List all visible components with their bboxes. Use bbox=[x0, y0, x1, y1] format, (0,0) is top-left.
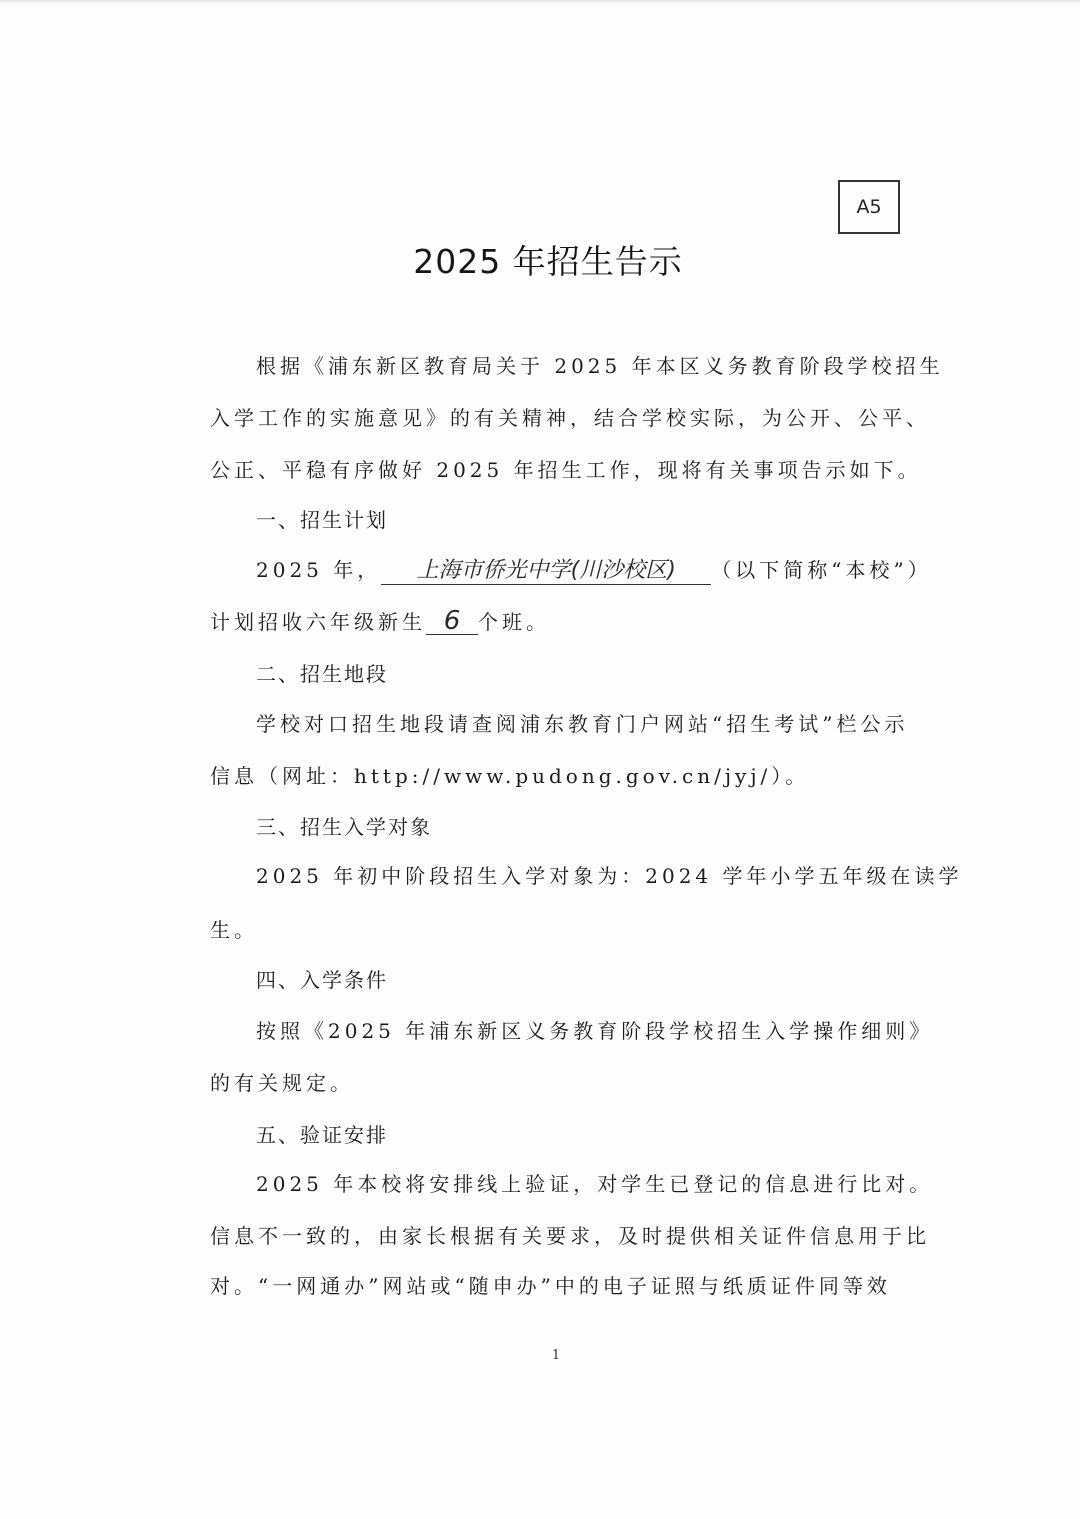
section-heading-plan: 一、招生计划 bbox=[256, 508, 388, 532]
plan-suffix: （以下简称“本校”） bbox=[711, 558, 932, 582]
section-heading-verification: 五、验证安排 bbox=[256, 1123, 388, 1147]
verification-line-1: 2025 年本校将安排线上验证，对学生已登记的信息进行比对。 bbox=[256, 1172, 934, 1196]
handwritten-school-name: 上海市侨光中学(川沙校区) bbox=[381, 558, 711, 585]
plan-line2-suffix: 个班。 bbox=[478, 610, 550, 634]
section-heading-zone: 二、招生地段 bbox=[256, 662, 388, 686]
intro-line-2: 入学工作的实施意见》的有关精神，结合学校实际，为公开、公平、 bbox=[210, 406, 930, 430]
page-number: 1 bbox=[551, 1348, 561, 1363]
target-line-2: 生。 bbox=[210, 918, 258, 942]
plan-line-2 bbox=[210, 608, 900, 636]
intro-line-3: 公正、平稳有序做好 2025 年招生工作，现将有关事项告示如下。 bbox=[210, 458, 922, 482]
plan-line2-prefix: 计划招收六年级新生 bbox=[210, 610, 426, 634]
target-line-1: 2025 年初中阶段招生入学对象为：2024 学年小学五年级在读学 bbox=[256, 864, 963, 888]
document-code-box: A5 bbox=[838, 180, 900, 234]
conditions-line-1: 按照《2025 年浦东新区义务教育阶段学校招生入学操作细则》 bbox=[256, 1019, 934, 1043]
section-heading-conditions: 四、入学条件 bbox=[256, 968, 388, 992]
plan-prefix: 2025 年， bbox=[256, 558, 382, 582]
section-heading-target: 三、招生入学对象 bbox=[256, 815, 432, 839]
verification-line-2: 信息不一致的，由家长根据有关要求，及时提供相关证件信息用于比 bbox=[210, 1224, 930, 1248]
scan-edge bbox=[0, 0, 1080, 4]
plan-line-1 bbox=[256, 556, 932, 585]
zone-line-2: 信息（网址：http://www.pudong.gov.cn/jyj/）。 bbox=[210, 764, 810, 788]
document-title: 2025 年招生告示 bbox=[413, 242, 683, 281]
handwritten-class-count: 6 bbox=[426, 608, 478, 635]
intro-line-1: 根据《浦东新区教育局关于 2025 年本区义务教育阶段学校招生 bbox=[256, 354, 944, 378]
zone-line-1: 学校对口招生地段请查阅浦东教育门户网站“招生考试”栏公示 bbox=[256, 712, 909, 736]
conditions-line-2: 的有关规定。 bbox=[210, 1071, 354, 1095]
verification-line-3: 对。“一网通办”网站或“随申办”中的电子证照与纸质证件同等效 bbox=[210, 1274, 891, 1298]
